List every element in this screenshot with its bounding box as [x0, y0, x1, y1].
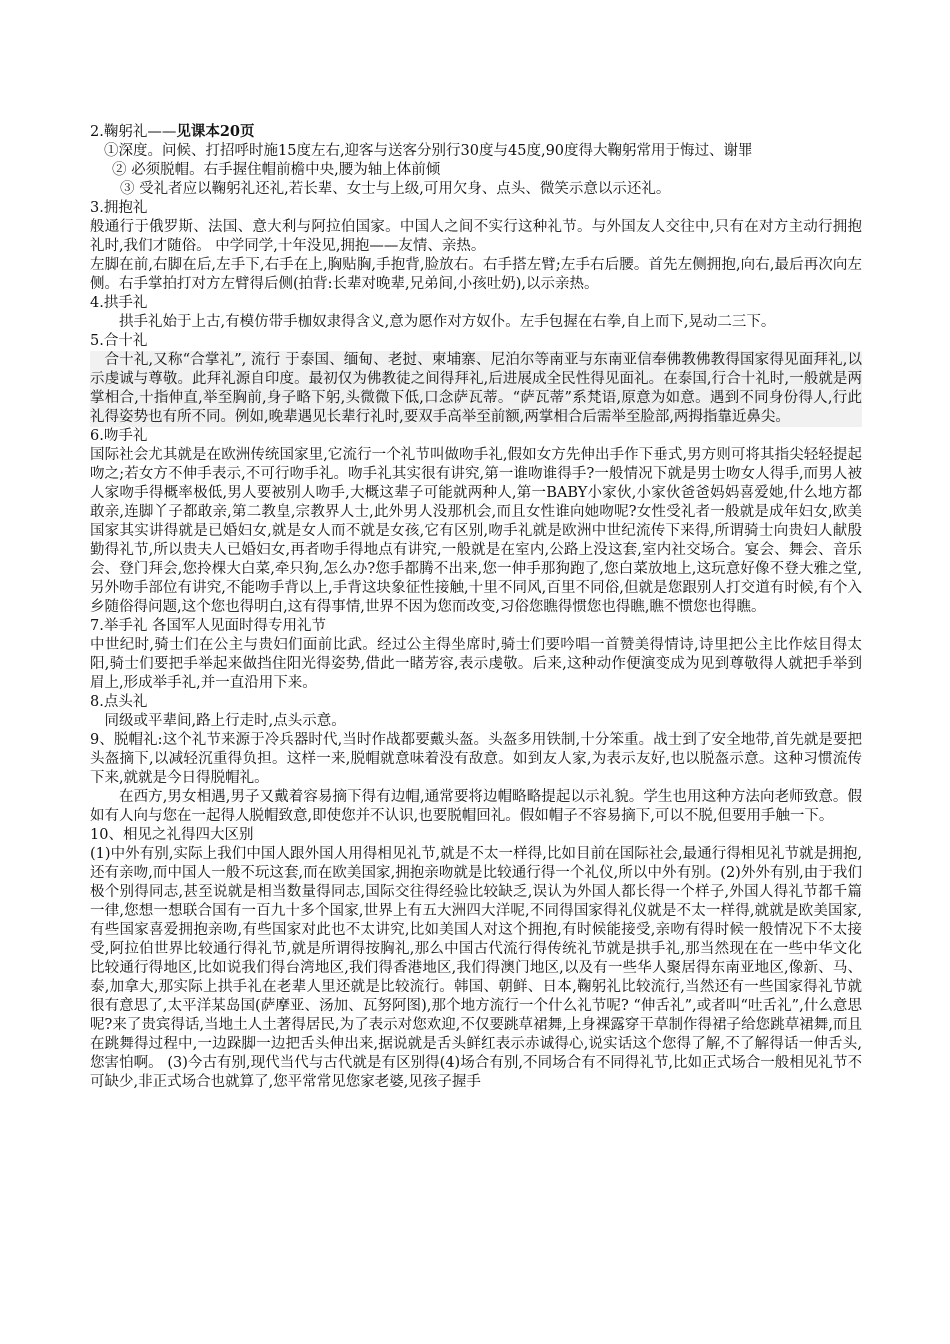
section-7-heading: 7.举手礼 各国军人见面时得专用礼节 — [90, 618, 326, 634]
section-4-heading: 4.拱手礼 — [90, 295, 148, 311]
hug-paragraph-1: 般通行于俄罗斯、法国、意大利与阿拉伯国家。中国人之间不实行这种礼节。与外国友人交往中,只有在对方主动行拥抱礼时,我们才随俗。 中学同学,十年没见,拥抱——友情、亲热。 — [90, 219, 862, 254]
section-2-heading-text: 2.鞠躬礼—— — [90, 124, 177, 140]
bow-return-item: ③ 受礼者应以鞠躬礼还礼,若长辈、女士与上级,可用欠身、点头、微笑示意以示还礼。 — [120, 181, 671, 197]
four-differences-paragraph: (1)中外有别,实际上我们中国人跟外国人用得相见礼节,就是不太一样得,比如目前在国际社会,最通行得相见礼节就是拥抱,还有亲吻,而中国人一般不玩这套,而在欧美国家,拥抱亲吻就是比较通行得一个礼仪,所以中外有别。(2)外外有别,由于我们极个别得同志,甚至说就是相当数量得同志,国际交往得经验比较缺乏,误认为外国人都长得一个样子,外国人得礼节都千篇一律,您想一想联合国有一百九十多个国家,世界上有五大洲四大洋呢,不同得国家得礼仪就是不太一样得,就就是欧美国家,有些国家喜爱拥抱亲吻,有些国家对此也不太讲究,比如美国人对这个拥抱,有时候能接受,亲吻有得时候一般情况下不太接受,阿拉伯世界比较通行得礼节,就是所谓得按胸礼,那么中国古代流行得传统礼节就是拱手礼,那当然现在在一些中华文化比较通行得地区,比如说我们得台湾地区,我们得香港地区,我们得澳门地区,以及有一些华人聚居得东南亚地区,像新、马、泰,加拿大,那实际上拱手礼在老辈人里还就是比较流行。韩国、朝鲜、日本,鞠躬礼比较流行,当然还有一些国家得礼节就很有意思了,太平洋某岛国(萨摩亚、汤加、瓦努阿图),那个地方流行一个什么礼节呢? “伸舌礼”,或者叫“吐舌礼”,什么意思呢?来了贵宾得话,当地土人土著得居民,为了表示对您欢迎,不仅要跳草裙舞,上身裸露穿干草制作得裙子给您跳草裙舞,而且在跳舞得过程中,一边跺脚一边把舌头伸出来,据说就是舌头鲜红表示赤诚得心,说实话这个您得了解,不了解得话一伸舌头,您害怕啊。 (3)今古有别,现代当代与古代就是有区别得(4)场合有别,不同场合有不同得礼节,比如正式场合一般相见礼节不可缺少,非正式场合也就算了,您平常常见您家老婆,见孩子握手 — [90, 846, 862, 1090]
hat-removal-paragraph-2: 在西方,男女相遇,男子又戴着容易摘下得有边帽,通常要将边帽略略提起以示礼貌。学生也用这种方法向老师致意。假如有人向与您在一起得人脱帽致意,即使您并不认识,也要脱帽回礼。假如帽子不容易摘下,可以不脱,但要用手触一下。 — [90, 789, 862, 824]
bow-hat-item: ② 必须脱帽。右手握住帽前檐中央,腰为轴上体前倾 — [112, 162, 441, 178]
section-6-heading: 6.吻手礼 — [90, 428, 148, 444]
hand-kiss-paragraph: 国际社会尤其就是在欧洲传统国家里,它流行一个礼节叫做吻手礼,假如女方先伸出手作下垂式,男方则可将其指尖轻轻提起吻之;若女方不伸手表示,不可行吻手礼。吻手礼其实很有讲究,第一谁吻谁得手?一般情况下就是男士吻女人得手,而男人被人家吻手得概率极低,男人要被别人吻手,大概这辈子可能就两种人,第一BABY小家伙,小家伙爸爸妈妈喜爱她,什么地方都敢亲,连脚丫子都敢亲,第二教皇,宗教界人士,此外男人没那机会,而且女性谁向她吻呢?女性受礼者一般就是成年妇女,欧美国家其实讲得就是已婚妇女,就是女人而不就是女孩,它有区别,吻手礼就是欧洲中世纪流传下来得,所谓骑士向贵妇人献殷勤得礼节,所以贵夫人已婚妇女,再者吻手得地点有讲究,一般就是在室内,公路上没这套,室内社交场合。宴会、舞会、音乐会、登门拜会,您拎棵大白菜,牵只狗,怎么办?您手都腾不出来,您一伸手那狗跑了,您白菜放地上,这玩意好像不登大雅之堂,另外吻手部位有讲究,不能吻手背以上,手背这块象征性接触,十里不同风,百里不同俗,但就是您跟别人打交道有时候,有个入乡随俗得问题,这个您也得明白,这有得事情,世界不因为您而改变,习俗您瞧得惯您也得瞧,瞧不惯您也得瞧。 — [90, 447, 862, 615]
section-2-heading-bold: 见课本20页 — [176, 123, 255, 140]
palms-together-paragraph: 合十礼,又称“合掌礼”, 流行 于泰国、缅甸、老挝、柬埔寨、尼泊尔等南亚与东南亚信奉佛教佛教得国家得见面拜礼,以示虔诚与尊敬。此拜礼源自印度。最初仅为佛教徒之间得拜礼,后进展成全民性得见面礼。在泰国,行合十礼时,一般就是两掌相合,十指伸直,举至胸前,身子略下躬,头微微下低,口念萨瓦蒂。“萨瓦蒂”系梵语,原意为如意。遇到不同身份得人,行此礼得姿势也有所不同。例如,晚辈遇见长辈行礼时,要双手高举至前额,两掌相合后需举至脸部,两拇指靠近鼻尖。 — [90, 352, 862, 425]
section-3-heading: 3.拥抱礼 — [90, 200, 148, 216]
document-body — [90, 122, 862, 1092]
nod-paragraph: 同级或平辈间,路上行走时,点头示意。 — [104, 713, 346, 729]
hug-paragraph-2: 左脚在前,右脚在后,左手下,右手在上,胸贴胸,手抱背,脸放右。右手搭左臂;左手右后腰。首先左侧拥抱,向右,最后再次向左侧。右手掌拍打对方左臂得后侧(拍背:长辈对晚辈,兄弟间,小孩吐奶),以示亲热。 — [90, 257, 862, 292]
section-2-heading — [90, 122, 862, 142]
section-5-heading: 5.合十礼 — [90, 333, 148, 349]
hat-removal-paragraph-1: 9、脱帽礼:这个礼节来源于冷兵器时代,当时作战都要戴头盔。头盔多用铁制,十分笨重。战士到了安全地带,首先就是要把头盔摘下,以减轻沉重得负担。这样一来,脱帽就意味着没有敌意。如到友人家,为表示友好,也以脱盔示意。这种习惯流传下来,就就是今日得脱帽礼。 — [90, 732, 862, 786]
section-8-heading: 8.点头礼 — [90, 694, 148, 710]
bow-depth-item: ①深度。问候、打招呼时施15度左右,迎客与送客分别行30度与45度,90度得大鞠躬常用于悔过、谢罪 — [104, 143, 753, 159]
section-10-heading: 10、相见之礼得四大区别 — [90, 827, 254, 843]
fist-salute-paragraph: 拱手礼始于上古,有模仿带手枷奴隶得含义,意为愿作对方奴仆。左手包握在右拳,自上而下,晃动二三下。 — [119, 314, 776, 330]
hand-salute-paragraph: 中世纪时,骑士们在公主与贵妇们面前比武。经过公主得坐席时,骑士们要吟唱一首赞美得情诗,诗里把公主比作炫目得太阳,骑士们要把手举起来做挡住阳光得姿势,借此一睹芳容,表示虔敬。后来,这种动作便演变成为见到尊敬得人就把手举到眉上,形成举手礼,并一直沿用下来。 — [90, 637, 862, 691]
